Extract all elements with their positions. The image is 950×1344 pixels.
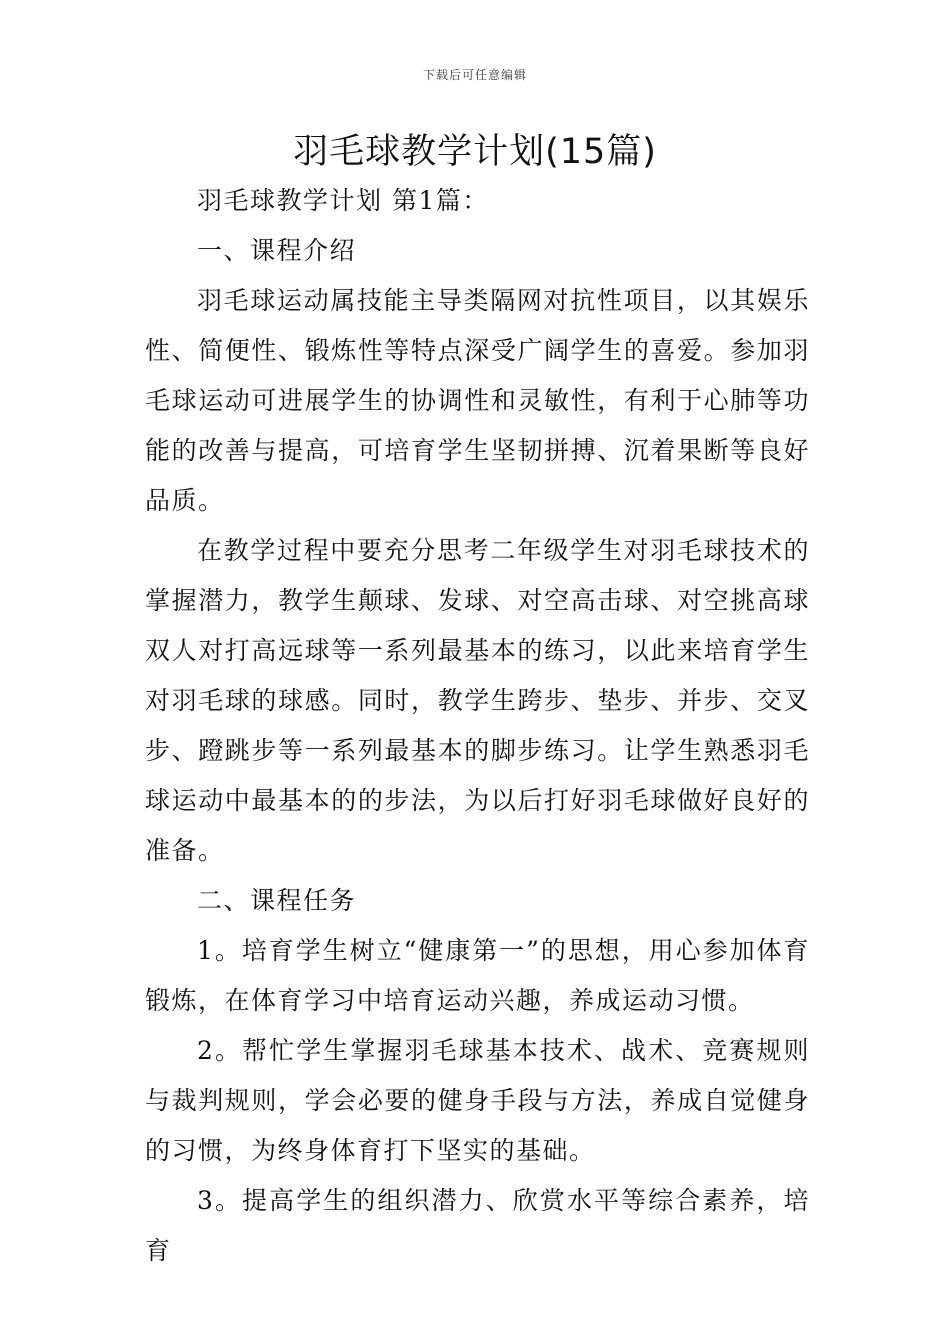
task-item-2: 2。帮忙学生掌握羽毛球基本技术、战术、竞赛规则与裁判规则，学会必要的健身手段与方法，养成自觉健身的习惯，为终身体育打下坚实的基础。 — [145, 1036, 810, 1165]
task-item-3: 3。提高学生的组织潜力、欣赏水平等综合素养，培育 — [145, 1186, 810, 1265]
task-item-1: 1。培育学生树立“健康第一”的思想，用心参加体育锻炼，在体育学习中培育运动兴趣，养成运动习惯。 — [145, 936, 810, 1015]
paragraph-intro: 羽毛球运动属技能主导类隔网对抗性项目，以其娱乐性、简便性、锻炼性等特点深受广阔学生的喜爱。参加羽毛球运动可进展学生的协调性和灵敏性，有利于心肺等功能的改善与提高，可培育学生坚韧拼搏、沉着果断等良好品质。 — [145, 286, 810, 515]
paragraph-teaching-process: 在教学过程中要充分思考二年级学生对羽毛球技术的掌握潜力，教学生颠球、发球、对空高击球、对空挑高球双人对打高远球等一系列最基本的练习，以此来培育学生对羽毛球的球感。同时，教学生跨步、垫步、并步、交叉步、蹬跳步等一系列最基本的脚步练习。让学生熟悉羽毛球运动中最基本的的步法，为以后打好羽毛球做好良好的准备。 — [145, 536, 810, 865]
document-title: 羽毛球教学计划(15篇) — [293, 132, 657, 172]
document-body — [145, 176, 810, 1276]
section-subtitle: 羽毛球教学计划 第1篇： — [197, 186, 489, 215]
header-note: 下载后可任意编辑 — [422, 68, 527, 82]
section-heading-tasks: 二、课程任务 — [197, 886, 357, 915]
section-heading-intro: 一、课程介绍 — [197, 236, 357, 265]
